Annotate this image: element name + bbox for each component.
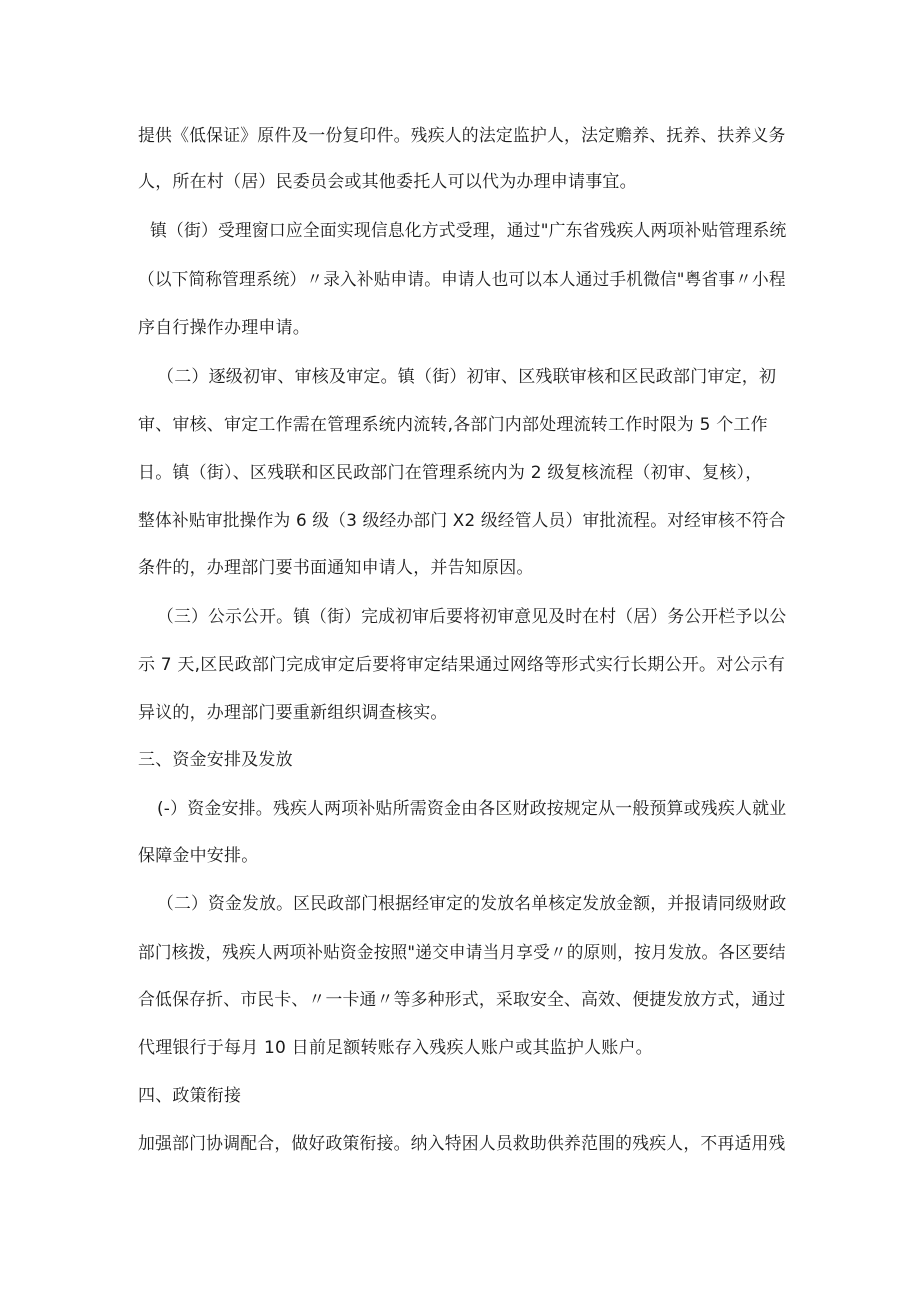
paragraph-line: 示 7 天,区民政部门完成审定后要将审定结果通过网络等形式实行长期公开。对公示有 — [138, 655, 786, 675]
paragraph-line: 审、审核、审定工作需在管理系统内流转,各部门内部处理流转工作时限为 5 个工作 — [138, 415, 768, 435]
section-heading: 四、政策衔接 — [138, 1086, 242, 1106]
paragraph-line: 异议的，办理部门要重新组织调查核实。 — [138, 703, 448, 723]
paragraph-line: 日。镇（街）、区残联和区民政部门在管理系统内为 2 级复核流程（初审、复核）， — [138, 463, 763, 483]
paragraph-line: 条件的，办理部门要书面通知申请人，并告知原因。 — [138, 558, 534, 578]
paragraph-line: （以下简称管理系统）〃录入补贴申请。申请人也可以本人通过手机微信"粤省事〃小程 — [138, 270, 786, 290]
paragraph-line: 序自行操作办理申请。 — [138, 318, 310, 338]
paragraph-line: 代理银行于每月 10 日前足额转账存入残疾人账户或其监护人账户。 — [138, 1038, 653, 1058]
paragraph-line: 加强部门协调配合，做好政策衔接。纳入特困人员救助供养范围的残疾人，不再适用残 — [138, 1134, 786, 1154]
paragraph-line: （二）逐级初审、审核及审定。镇（街）初审、区残联审核和区民政部门审定，初 — [157, 367, 777, 387]
paragraph-line: （三）公示公开。镇（街）完成初审后要将初审意见及时在村（居）务公开栏予以公 — [157, 607, 787, 627]
paragraph-line: （二）资金发放。区民政部门根据经审定的发放名单核定发放金额，并报请同级财政 — [157, 894, 787, 914]
paragraph-line: 镇（街）受理窗口应全面实现信息化方式受理，通过"广东省残疾人两项补贴管理系统 — [150, 221, 787, 241]
paragraph-line: 部门核拨，残疾人两项补贴资金按照"递交申请当月享受〃的原则，按月发放。各区要结 — [138, 943, 786, 963]
paragraph-line: 提供《低保证》原件及一份复印件。残疾人的法定监护人，法定赡养、抚养、扶养义务 — [138, 126, 786, 146]
section-heading: 三、资金安排及发放 — [138, 750, 293, 770]
paragraph-line: 保障金中安排。 — [138, 846, 259, 866]
paragraph-line: 人，所在村（居）民委员会或其他委托人可以代为办理申请事宜。 — [138, 172, 637, 192]
paragraph-line: 整体补贴审批操作为 6 级（3 级经办部门 X2 级经管人员）审批流程。对经审核不符合 — [138, 511, 786, 531]
paragraph-line: (-）资金安排。残疾人两项补贴所需资金由各区财政按规定从一般预算或残疾人就业 — [157, 799, 787, 819]
paragraph-line: 合低保存折、市民卡、〃一卡通〃等多种形式，采取安全、高效、便捷发放方式，通过 — [138, 990, 786, 1010]
